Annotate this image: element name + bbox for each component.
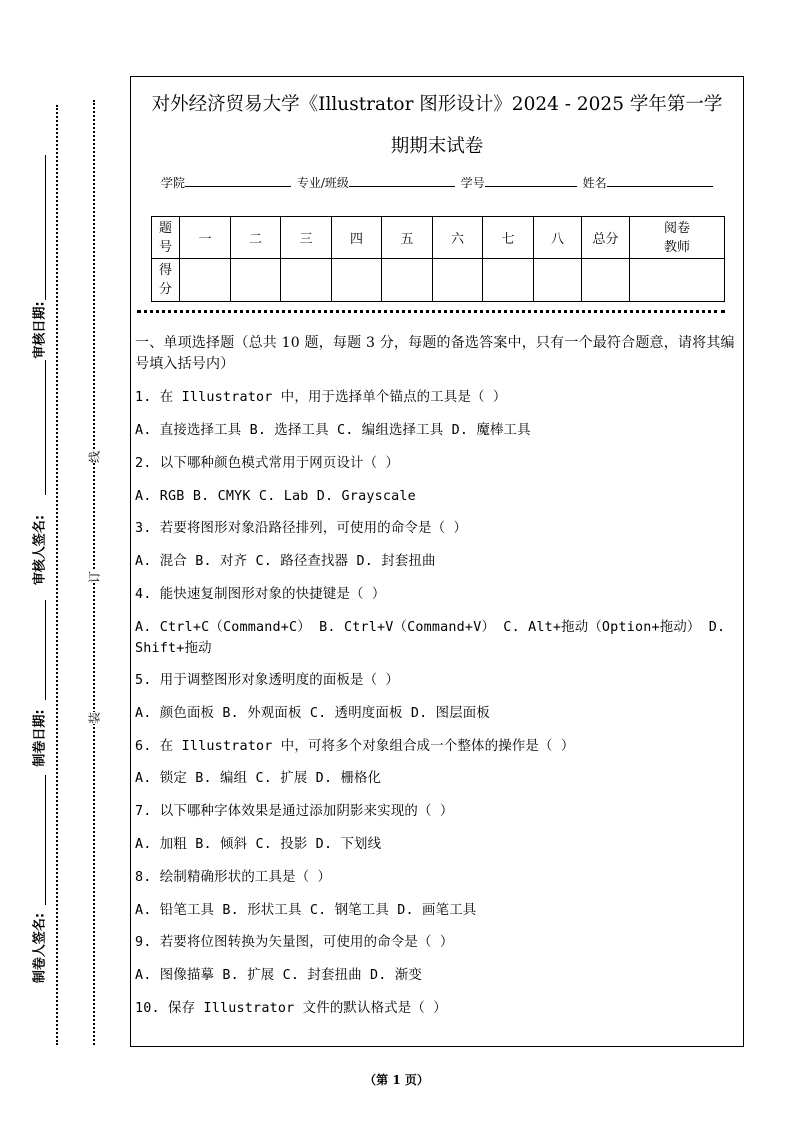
- field-college-blank[interactable]: [185, 176, 291, 187]
- question-8-options: A. 铅笔工具 B. 形状工具 C. 钢笔工具 D. 画笔工具: [135, 903, 477, 918]
- student-info-row: [161, 174, 715, 191]
- score-col-6: 六: [433, 217, 483, 259]
- score-cell-total[interactable]: [582, 259, 630, 302]
- score-cell-4[interactable]: [332, 259, 382, 302]
- score-col-4: 四: [332, 217, 382, 259]
- question-8: 8. 绘制精确形状的工具是（ ）: [135, 870, 332, 885]
- field-major-blank[interactable]: [349, 176, 455, 187]
- question-1-options: A. 直接选择工具 B. 选择工具 C. 编组选择工具 D. 魔棒工具: [135, 423, 531, 438]
- score-cell-2[interactable]: [231, 259, 281, 302]
- section1-heading: 一、单项选择题（总共 10 题，每题 3 分，每题的备选答案中，只有一个最符合题意，请将其编号填入括号内）: [135, 335, 735, 372]
- score-col-2: 二: [231, 217, 281, 259]
- score-cell-6[interactable]: [433, 259, 483, 302]
- binding-dotted-left: [56, 105, 58, 1045]
- reviewer-date-line: [45, 155, 46, 300]
- score-col-5: 五: [382, 217, 433, 259]
- score-col-1: 一: [180, 217, 231, 259]
- binding-char-ding: 订: [84, 571, 105, 583]
- score-col-8: 八: [534, 217, 582, 259]
- question-2: 2. 以下哪种颜色模式常用于网页设计（ ）: [135, 456, 400, 471]
- reviewer-date-label: 审核日期:: [32, 301, 48, 359]
- score-col-3: 三: [281, 217, 332, 259]
- score-cell-reviewer[interactable]: [630, 259, 725, 302]
- score-col-total: 总分: [582, 217, 630, 259]
- question-6: 6. 在 Illustrator 中，可将多个对象组合成一个整体的操作是（ ）: [135, 739, 575, 754]
- maker-date-label: 制卷日期:: [32, 709, 48, 767]
- score-cell-5[interactable]: [382, 259, 433, 302]
- score-header-reviewer: 阅卷教师: [630, 217, 725, 259]
- score-header-tihao: 题号: [152, 217, 180, 259]
- question-4-options: A. Ctrl+C（Command+C） B. Ctrl+V（Command+V） C. Alt+拖动（Option+拖动） D. Shift+拖动: [135, 620, 726, 656]
- maker-sign-label: 制卷人签名:: [32, 912, 48, 984]
- question-3: 3. 若要将图形对象沿路径排列，可使用的命令是（ ）: [135, 521, 468, 536]
- score-col-7: 七: [483, 217, 534, 259]
- score-cell-7[interactable]: [483, 259, 534, 302]
- question-3-options: A. 混合 B. 对齐 C. 路径查找器 D. 封套扭曲: [135, 554, 436, 569]
- question-5: 5. 用于调整图形对象透明度的面板是（ ）: [135, 673, 400, 688]
- question-2-options: A. RGB B. CMYK C. Lab D. Grayscale: [135, 489, 416, 504]
- question-7: 7. 以下哪种字体效果是通过添加阴影来实现的（ ）: [135, 804, 454, 819]
- field-college-label: 学院: [161, 176, 186, 190]
- question-1: 1. 在 Illustrator 中，用于选择单个锚点的工具是（ ）: [135, 390, 507, 405]
- maker-sign-line: [45, 775, 46, 905]
- question-6-options: A. 锁定 B. 编组 C. 扩展 D. 栅格化: [135, 771, 382, 786]
- exam-title-line1: 对外经济贸易大学《Illustrator 图形设计》2024 - 2025 学年第一学: [151, 94, 723, 115]
- field-name-label: 姓名: [582, 176, 607, 190]
- exam-title-line2: 期期末试卷: [390, 136, 484, 157]
- exam-frame: [130, 76, 744, 1047]
- field-id-label: 学号: [460, 176, 485, 190]
- field-major-label: 专业/班级: [296, 176, 349, 190]
- section-separator: [137, 310, 725, 313]
- question-7-options: A. 加粗 B. 倾斜 C. 投影 D. 下划线: [135, 837, 382, 852]
- binding-char-zhuang: 装: [84, 712, 105, 724]
- score-header-defen: 得分: [152, 259, 180, 302]
- reviewer-sign-line: [45, 360, 46, 495]
- question-4: 4. 能快速复制图形对象的快捷键是（ ）: [135, 587, 386, 602]
- reviewer-sign-label: 审核人签名:: [32, 514, 48, 586]
- maker-date-line: [45, 600, 46, 700]
- score-cell-1[interactable]: [180, 259, 231, 302]
- field-id-blank[interactable]: [485, 176, 577, 187]
- binding-char-line: 线: [84, 451, 105, 463]
- score-cell-8[interactable]: [534, 259, 582, 302]
- page-number: （第 1 页）: [364, 1073, 429, 1087]
- score-table-score-row: [152, 259, 725, 302]
- question-9-options: A. 图像描摹 B. 扩展 C. 封套扭曲 D. 渐变: [135, 968, 423, 983]
- question-5-options: A. 颜色面板 B. 外观面板 C. 透明度面板 D. 图层面板: [135, 706, 490, 721]
- question-9: 9. 若要将位图转换为矢量图，可使用的命令是（ ）: [135, 935, 454, 950]
- score-table: [151, 216, 725, 302]
- score-cell-3[interactable]: [281, 259, 332, 302]
- question-10: 10. 保存 Illustrator 文件的默认格式是（ ）: [135, 1001, 447, 1016]
- score-table-header-row: [152, 217, 725, 259]
- field-name-blank[interactable]: [607, 176, 713, 187]
